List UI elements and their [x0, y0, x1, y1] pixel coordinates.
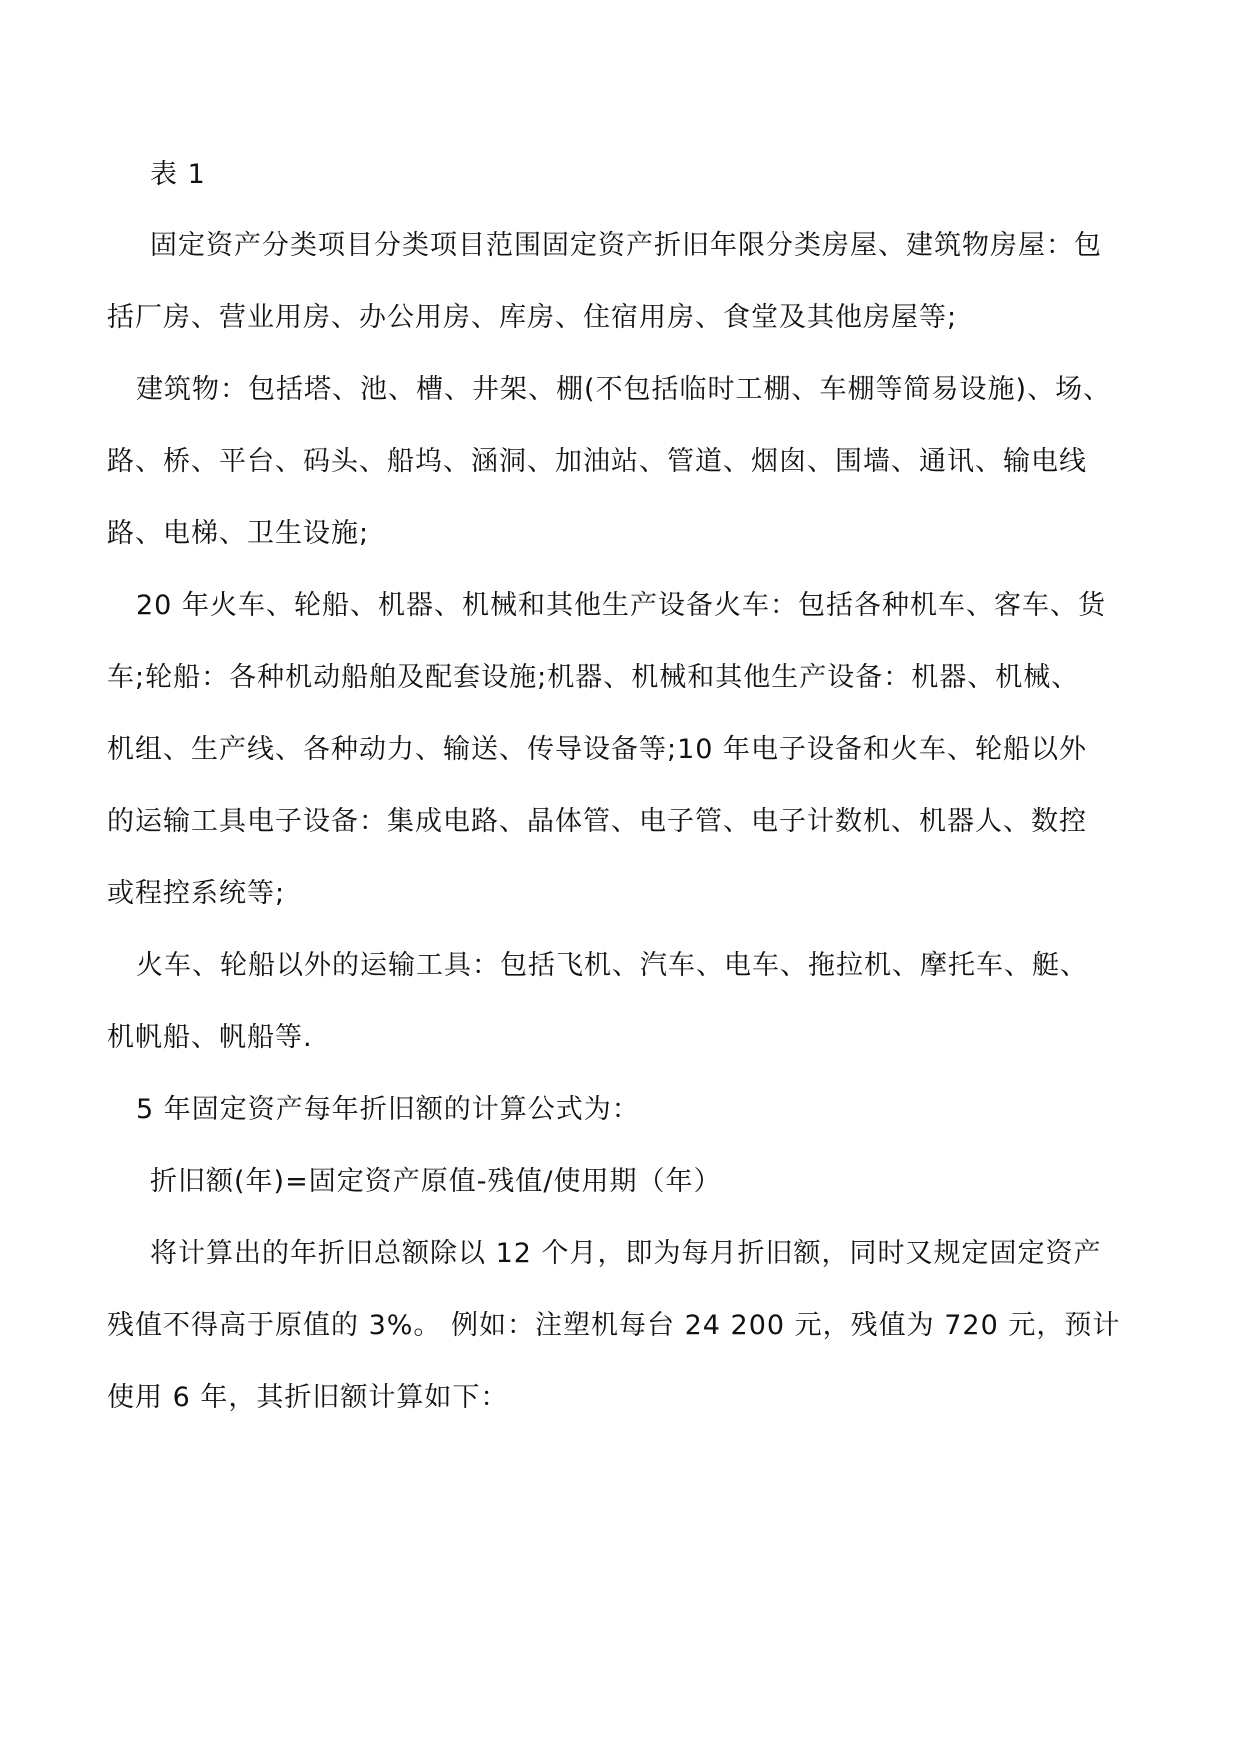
paragraph-line: 20 年火车、轮船、机器、机械和其他生产设备火车：包括各种机车、客车、货 [136, 590, 1106, 621]
table-caption: 表 1 [150, 159, 206, 190]
paragraph-line: 车;轮船：各种机动船舶及配套设施;机器、机械和其他生产设备：机器、机械、 [107, 662, 1080, 693]
paragraph-line: 火车、轮船以外的运输工具：包括飞机、汽车、电车、拖拉机、摩托车、艇、 [136, 950, 1088, 981]
paragraph-line: 机组、生产线、各种动力、输送、传导设备等;10 年电子设备和火车、轮船以外 [107, 734, 1088, 765]
paragraph-line: 将计算出的年折旧总额除以 12 个月，即为每月折旧额，同时又规定固定资产 [150, 1238, 1102, 1269]
paragraph-line: 5 年固定资产每年折旧额的计算公式为： [136, 1094, 640, 1125]
paragraph-line: 建筑物：包括塔、池、槽、井架、棚(不包括临时工棚、车棚等简易设施)、场、 [136, 374, 1112, 405]
paragraph-line: 路、桥、平台、码头、船坞、涵洞、加油站、管道、烟囱、围墙、通讯、输电线 [107, 446, 1087, 477]
formula-line: 折旧额(年)=固定资产原值-残值/使用期（年） [150, 1166, 722, 1197]
paragraph-line: 固定资产分类项目分类项目范围固定资产折旧年限分类房屋、建筑物房屋：包 [150, 230, 1102, 261]
paragraph-line: 括厂房、营业用房、办公用房、库房、住宿用房、食堂及其他房屋等; [107, 302, 958, 333]
paragraph-line: 的运输工具电子设备：集成电路、晶体管、电子管、电子计数机、机器人、数控 [107, 806, 1087, 837]
paragraph-line: 残值不得高于原值的 3%。 例如：注塑机每台 24 200 元，残值为 720 元，预计 [107, 1310, 1121, 1341]
paragraph-line: 使用 6 年，其折旧额计算如下： [107, 1382, 509, 1413]
paragraph-line: 路、电梯、卫生设施; [107, 518, 370, 549]
paragraph-line: 机帆船、帆船等. [107, 1022, 313, 1053]
paragraph-line: 或程控系统等; [107, 878, 286, 909]
